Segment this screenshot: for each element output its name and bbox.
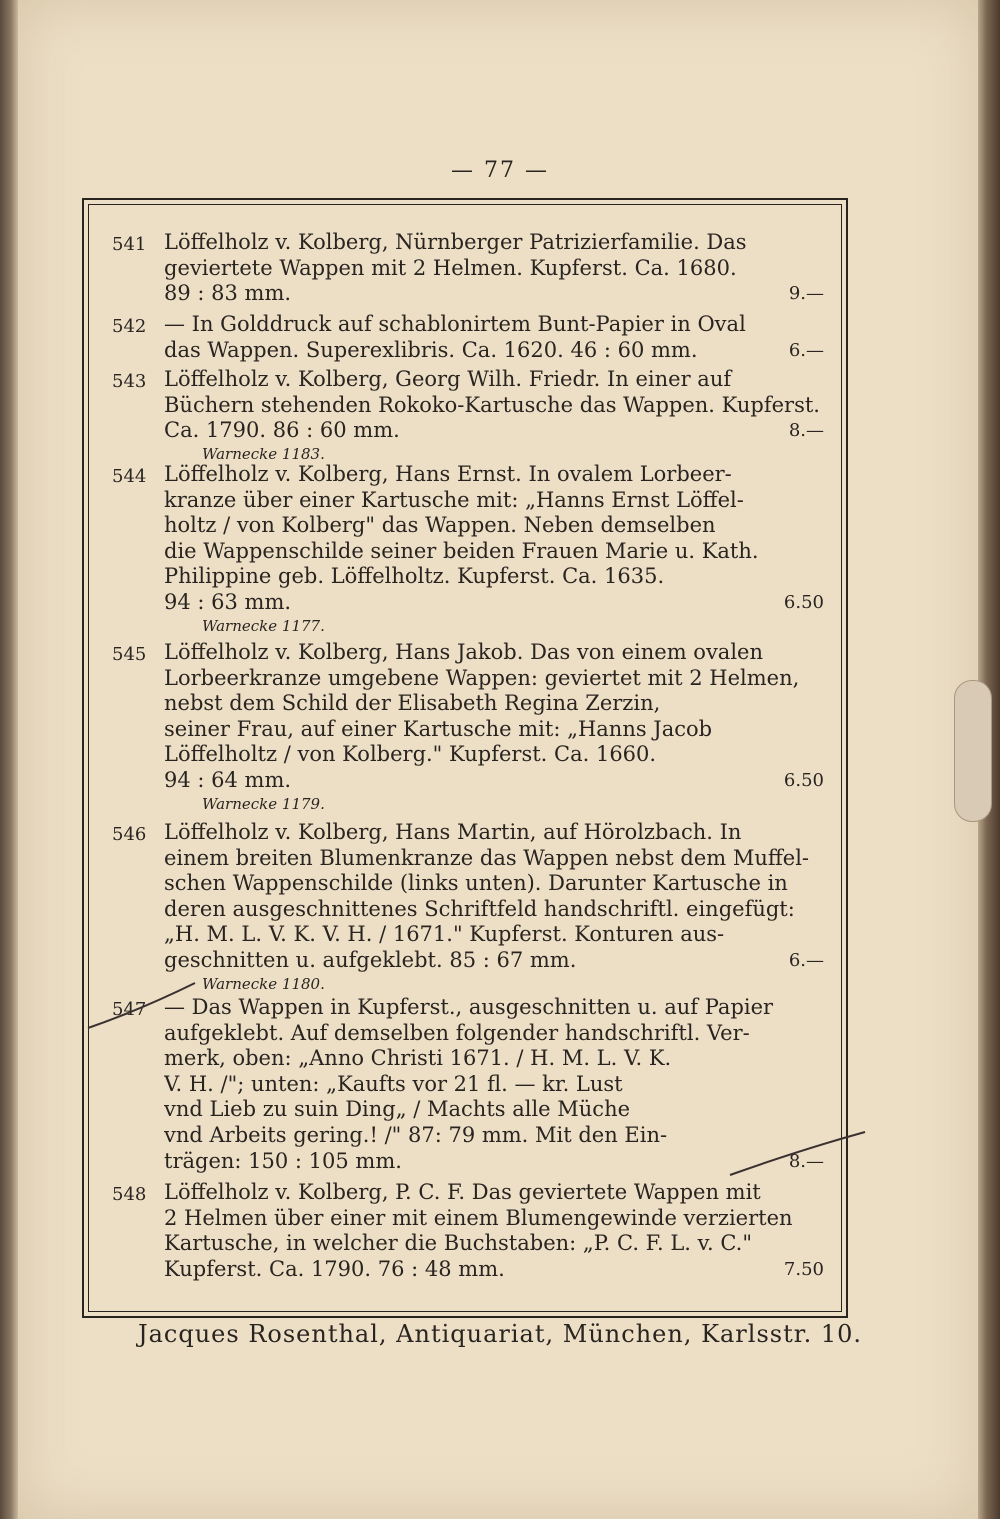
entry-text-line: Löffelholz v. Kolberg, Hans Ernst. In ovalem Lorbeer- [164, 462, 732, 486]
entry-text-line: geviertete Wappen mit 2 Helmen. Kupferst. Ca. 1680. [164, 255, 737, 280]
entry-price: 9.— [788, 283, 824, 305]
entry-text-line: vnd Lieb zu suin Ding„ / Machts alle Müche [164, 1097, 631, 1122]
entry-text-line: trägen: 150 : 105 mm. [164, 1148, 402, 1173]
entry-price: 6.50 [783, 592, 824, 613]
entry-text-line: aufgeklebt. Auf demselben folgender handschriftl. Ver- [164, 1020, 750, 1045]
entry-text-line: 89 : 83 mm. [164, 281, 292, 306]
catalog-entry [112, 820, 824, 994]
entry-reference: Warnecke 1180. [202, 974, 325, 993]
entry-text-line: Ca. 1790. 86 : 60 mm. [164, 418, 400, 443]
entry-text-line: geschnitten u. aufgeklebt. 85 : 67 mm. [164, 947, 577, 972]
catalog-entry [112, 462, 824, 636]
entry-price: 8.— [788, 1150, 824, 1172]
entry-number: 546 [112, 824, 147, 845]
catalog-entry [112, 640, 824, 814]
book-spine-left [0, 0, 18, 1519]
entry-text-line: vnd Arbeits gering.! /" 87: 79 mm. Mit den Ein- [164, 1122, 668, 1147]
entry-text-line: Löffelholz v. Kolberg, Georg Wilh. Friedr. In einer auf [164, 367, 732, 391]
entry-number: 545 [112, 644, 147, 665]
entry-text-line: 2 Helmen über einer mit einem Blumengewinde verzierten [164, 1205, 793, 1230]
catalog-entry [112, 367, 824, 464]
entry-text-line: Löffelholz v. Kolberg, Hans Martin, auf Hörolzbach. In [164, 820, 742, 844]
entry-reference: Warnecke 1179. [202, 794, 325, 813]
entry-text-line: holtz / von Kolberg" das Wappen. Neben demselben [164, 513, 716, 538]
entry-text-line: Büchern stehenden Rokoko-Kartusche das Wappen. Kupferst. [164, 392, 820, 417]
entry-text-line: — Das Wappen in Kupferst., ausgeschnitten u. auf Papier [164, 995, 774, 1019]
entry-price: 6.— [788, 339, 824, 361]
entry-text-line: Philippine geb. Löffelholtz. Kupferst. Ca. 1635. [164, 564, 665, 589]
entry-text-line: Löffelholz v. Kolberg, Hans Jakob. Das von einem ovalen [164, 640, 763, 664]
entry-text-line: deren ausgeschnittenes Schriftfeld handschriftl. eingefügt: [164, 896, 795, 921]
entry-number: 542 [112, 316, 147, 337]
entry-text-line: — In Golddruck auf schablonirtem Bunt-Papier in Oval [164, 312, 746, 336]
catalog-entry [112, 995, 824, 1174]
entry-number: 543 [112, 371, 147, 392]
entry-price: 6.50 [783, 770, 824, 791]
entry-number: 541 [112, 234, 147, 255]
entry-price: 6.— [788, 950, 824, 971]
entry-text-line: seiner Frau, auf einer Kartusche mit: „Hanns Jacob [164, 716, 713, 741]
entry-text-line: „H. M. L. V. K. V. H. / 1671." Kupferst. Konturen aus- [164, 922, 725, 947]
entry-text-line: nebst dem Schild der Elisabeth Regina Zerzin, [164, 691, 661, 716]
entry-text-line: V. H. /"; unten: „Kaufts vor 21 fl. — kr. Lust [164, 1071, 623, 1096]
entry-price: 7.50 [783, 1258, 824, 1280]
entry-text-line: 94 : 63 mm. [164, 589, 292, 614]
catalog-entry [112, 312, 824, 363]
publisher-footer: Jacques Rosenthal, Antiquariat, München, Karlsstr. 10. [137, 1320, 862, 1348]
entry-text-line: einem breiten Blumenkranze das Wappen nebst dem Muffel- [164, 845, 810, 870]
catalog-entry [112, 1180, 824, 1282]
entry-text-line: 94 : 64 mm. [164, 767, 292, 792]
entry-number: 547 [112, 999, 147, 1020]
entry-number: 544 [112, 466, 147, 487]
page-tab [954, 680, 992, 822]
entry-text-line: Löffelholz v. Kolberg, Nürnberger Patrizierfamilie. Das [164, 230, 747, 254]
entry-text-line: Löffelholtz / von Kolberg." Kupferst. Ca. 1660. [164, 742, 657, 767]
entry-text-line: Kartusche, in welcher die Buchstaben: „P. C. F. L. v. C." [164, 1231, 752, 1256]
entry-number: 548 [112, 1184, 147, 1205]
entry-text-line: kranze über einer Kartusche mit: „Hanns Ernst Löffel- [164, 487, 744, 512]
entry-text-line: schen Wappenschilde (links unten). Darunter Kartusche in [164, 871, 788, 896]
entry-text-line: Kupferst. Ca. 1790. 76 : 48 mm. [164, 1256, 505, 1281]
entry-text-line: die Wappenschilde seiner beiden Frauen Marie u. Kath. [164, 538, 759, 563]
page-number: — 77 — [451, 158, 549, 183]
entry-text-line: merk, oben: „Anno Christi 1671. / H. M. L. V. K. [164, 1046, 672, 1071]
entry-price: 8.— [788, 420, 824, 442]
entry-text-line: Löffelholz v. Kolberg, P. C. F. Das geviertete Wappen mit [164, 1180, 761, 1204]
entry-reference: Warnecke 1177. [202, 616, 325, 635]
entry-text-line: das Wappen. Superexlibris. Ca. 1620. 46 : 60 mm. [164, 337, 698, 362]
entry-text-line: Lorbeerkranze umgebene Wappen: geviertet mit 2 Helmen, [164, 665, 800, 690]
catalog-entry [112, 230, 824, 307]
entry-reference: Warnecke 1183. [202, 444, 325, 463]
